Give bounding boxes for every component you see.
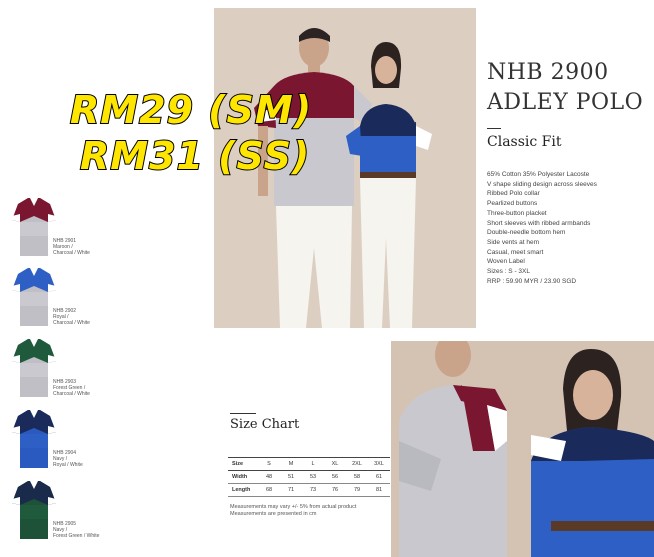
polo-shirt-icon (10, 196, 58, 258)
variant-swatch (10, 337, 58, 399)
product-title (487, 58, 643, 118)
variant-line2: Forest Green / White (53, 533, 100, 539)
variant-swatch (10, 196, 58, 258)
table-cell: 51 (280, 471, 302, 484)
table-cell: Length (228, 484, 258, 497)
product-name: ADLEY POLO (487, 90, 644, 115)
polo-shirt-icon (10, 408, 58, 470)
variant-line1: Royal / (53, 314, 69, 320)
spec-item: Double-needle bottom hem (487, 229, 566, 237)
variant-code: NHB 2901 (53, 238, 77, 244)
table-header-cell: XL (324, 458, 346, 471)
table-row (228, 484, 390, 497)
variant-line2: Charcoal / White (53, 320, 90, 326)
variant-code: NHB 2905 (53, 521, 77, 527)
note-line: Measurements are presented in cm (230, 510, 317, 517)
table-cell: 53 (302, 471, 324, 484)
polo-shirt-icon (10, 337, 58, 399)
variant-code: NHB 2903 (53, 379, 77, 385)
table-cell: Width (228, 471, 258, 484)
size-chart-title: Size Chart (230, 417, 300, 432)
price-large-size: RM31 (SS) (80, 134, 311, 178)
variant-line1: Navy / (53, 527, 68, 533)
spec-item: Pearlized buttons (487, 200, 538, 208)
table-cell: 56 (324, 471, 346, 484)
table-cell: 79 (346, 484, 368, 497)
table-cell: 76 (324, 484, 346, 497)
spec-item: Side vents at hem (487, 238, 540, 246)
table-header-cell: Size (228, 458, 258, 471)
table-cell: 61 (368, 471, 390, 484)
table-header-cell: 3XL (368, 458, 390, 471)
spec-item: Three-button placket (487, 209, 547, 217)
table-header-cell: M (280, 458, 302, 471)
table-header-cell: L (302, 458, 324, 471)
spec-item: Ribbed Polo collar (487, 190, 540, 198)
fit-heading: Classic Fit (487, 134, 562, 150)
variant-swatch (10, 479, 58, 541)
spec-item: Casual, meet smart (487, 248, 544, 256)
size-chart-table (228, 457, 390, 497)
variant-line1: Forest Green / (53, 385, 86, 391)
variant-label (53, 521, 99, 539)
variant-line1: Navy / (53, 456, 68, 462)
variant-label (53, 450, 83, 468)
spec-item: Sizes : S - 3XL (487, 268, 530, 276)
spec-item: Woven Label (487, 258, 525, 266)
detail-product-photo (391, 341, 654, 557)
variant-label (53, 238, 90, 256)
table-header-cell: 2XL (346, 458, 368, 471)
table-header-cell: S (258, 458, 280, 471)
table-row (228, 471, 390, 484)
variant-line2: Charcoal / White (53, 250, 90, 256)
table-cell: 71 (280, 484, 302, 497)
size-chart-note (230, 504, 356, 517)
table-header-row (228, 458, 390, 471)
variant-line2: Charcoal / White (53, 391, 90, 397)
table-cell: 81 (368, 484, 390, 497)
variant-line1: Maroon / (53, 244, 73, 250)
polo-shirt-icon (10, 479, 58, 541)
variant-code: NHB 2904 (53, 450, 77, 456)
table-cell: 58 (346, 471, 368, 484)
table-cell: 73 (302, 484, 324, 497)
variant-code: NHB 2902 (53, 308, 77, 314)
variant-label (53, 379, 90, 397)
divider (487, 128, 501, 129)
product-code: NHB 2900 (487, 60, 609, 85)
note-line: Measurements may vary +/- 5% from actual product (230, 504, 357, 510)
variant-label (53, 308, 90, 326)
table-cell: 48 (258, 471, 280, 484)
table-cell: 68 (258, 484, 280, 497)
spec-item: 65% Cotton 35% Polyester Lacoste (487, 171, 590, 178)
variant-swatch (10, 408, 58, 470)
spec-item: Short sleeves with ribbed armbands (487, 219, 591, 227)
variant-swatch (10, 266, 58, 328)
divider (230, 413, 256, 414)
variant-line2: Royal / White (53, 462, 83, 468)
polo-shirt-icon (10, 266, 58, 328)
spec-list (487, 170, 597, 286)
spec-item: V shape sliding design across sleeves (487, 180, 597, 188)
price-small-size: RM29 (SM) (70, 88, 313, 132)
spec-item: RRP : 59.90 MYR / 23.90 SGD (487, 277, 577, 285)
